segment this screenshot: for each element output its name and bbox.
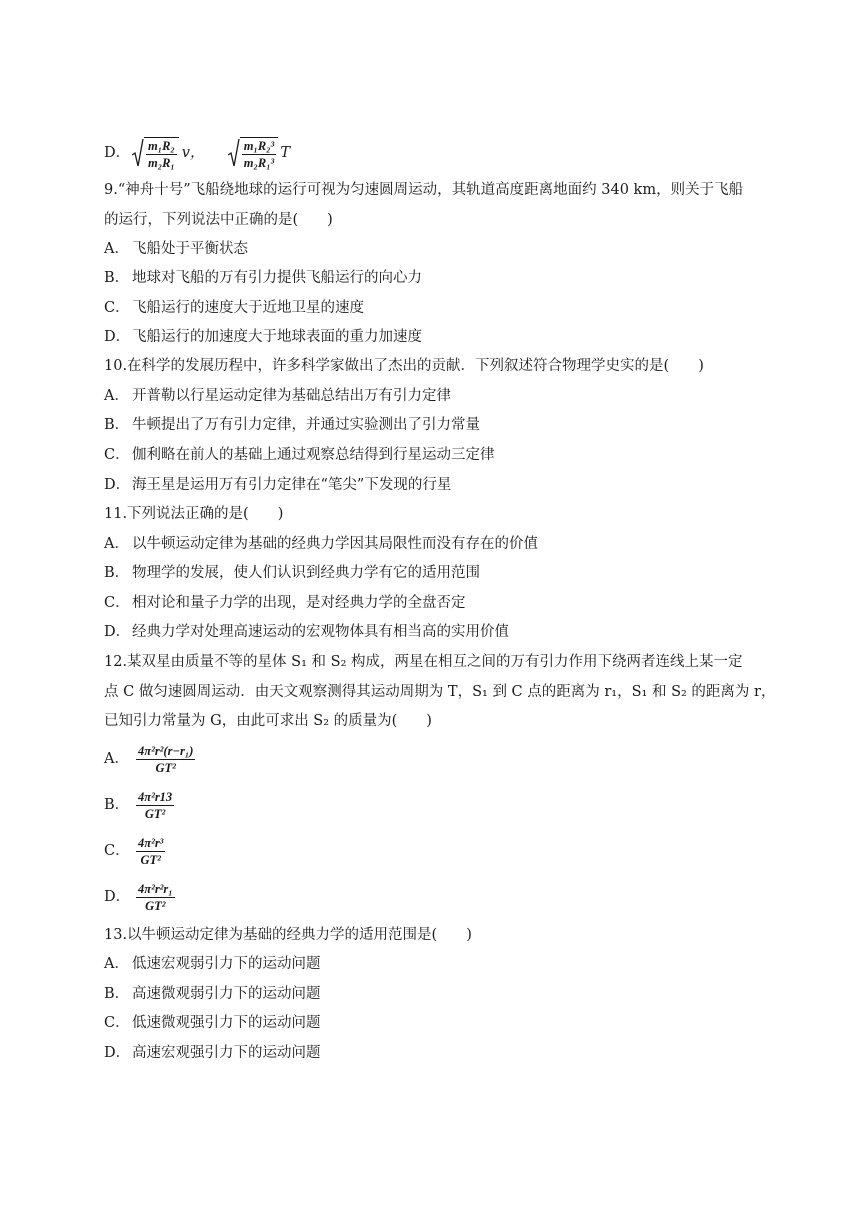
option-label: A． [104,388,129,404]
q11-option-b [104,563,764,583]
option-label: D． [104,889,131,905]
option-label: B． [104,565,130,581]
q10-option-c [104,445,764,465]
option-label: C． [104,300,130,316]
fraction-denominator: m₂R₁ [148,155,175,170]
fraction [136,836,165,867]
option-label: C． [104,1015,130,1031]
option-text: 高速宏观强引力下的运动问题 [132,1045,321,1061]
fraction [136,790,174,821]
option-label: D． [104,329,131,345]
option-text: 地球对飞船的万有引力提供飞船运行的向心力 [132,270,422,286]
option-text: 飞船运行的速度大于近地卫星的速度 [132,300,364,316]
q9-stem-line-1: 9.“神舟十号”飞船绕地球的运行可视为匀速圆周运动，其轨道高度距离地面约 340 km，则关于飞船 [104,182,744,198]
option-label: A． [104,241,129,257]
q13-option-b [104,984,764,1004]
q12-option-c [104,832,764,870]
option-label: A． [104,536,129,552]
fraction-denominator: GT² [140,852,161,867]
option-label: B． [104,797,130,813]
option-label: B． [104,986,130,1002]
option-text: 经典力学对处理高速运动的宏观物体具有相当高的实用价值 [132,624,509,640]
fraction-numerator: 4π²r³ [138,835,164,850]
q9-option-d [104,327,764,347]
radical-sign-icon [132,138,144,168]
fraction-numerator: 4π²r²(r−r₁) [138,743,194,758]
option-text: 牛顿提出了万有引力定律，并通过实验测出了引力常量 [132,417,480,433]
option-text: 低速微观强引力下的运动问题 [132,1015,321,1031]
q12-option-b [104,786,764,824]
fraction-denominator: m₂R₁³ [243,155,275,170]
option-label: D． [104,145,131,161]
q8-option-d [104,136,764,170]
option-label: B． [104,270,130,286]
fraction [136,744,195,775]
sqrt-expression-1 [132,137,179,170]
fraction-numerator: 4π²r13 [138,789,173,804]
option-label: A． [104,751,129,767]
fraction-numerator: m₁R₂ [148,138,175,153]
option-text: 低速宏观弱引力下的运动问题 [132,956,321,972]
option-label: A． [104,956,129,972]
option-text: 以牛顿运动定律为基础的经典力学因其局限性而没有存在的价值 [132,536,538,552]
q10-option-d [104,475,764,495]
q10-option-a [104,386,764,406]
q12-stem-line-3: 已知引力常量为 G，由此可求出 S₂ 的质量为( ) [104,713,432,729]
q11-option-a [104,534,764,554]
q12-option-d [104,878,764,916]
q11-option-d [104,622,764,642]
q13-option-d [104,1043,764,1063]
q12-stem-line-1: 12.某双星由质量不等的星体 S₁ 和 S₂ 构成，两星在相互之间的万有引力作用下绕两者连线上某一定 [104,654,743,670]
fraction [136,882,175,913]
expression-suffix: v， [181,145,205,161]
option-label: D． [104,1045,131,1061]
q9-option-c [104,298,764,318]
sqrt-expression-2 [228,137,279,170]
option-label: B． [104,417,130,433]
q11-option-c [104,593,764,613]
option-label: C． [104,595,130,611]
fraction-denominator: GT² [145,898,166,913]
q10-option-b [104,415,764,435]
q12-stem-line-2: 点 C 做匀速圆周运动．由天文观察测得其运动周期为 T，S₁ 到 C 点的距离为 r₁，S₁ 和 S₂ 的距离为 r， [104,684,776,700]
option-text: 物理学的发展，使人们认识到经典力学有它的适用范围 [132,565,480,581]
option-text: 相对论和量子力学的出现，是对经典力学的全盘否定 [132,595,466,611]
option-text: 飞船处于平衡状态 [132,241,248,257]
fraction-numerator: 4π²r²r₁ [138,881,173,896]
option-label: D． [104,477,131,493]
q13-option-c [104,1013,764,1033]
q13-option-a [104,954,764,974]
q9-stem-line-2: 的运行，下列说法中正确的是( ) [104,212,333,228]
q9-option-b [104,268,764,288]
expression-suffix: T [280,145,290,161]
q11-stem: 11.下列说法正确的是( ) [104,506,284,522]
option-text: 高速微观弱引力下的运动问题 [132,986,321,1002]
fraction-denominator: GT² [144,806,166,821]
q13-stem: 13.以牛顿运动定律为基础的经典力学的适用范围是( ) [104,927,472,943]
option-label: D． [104,624,131,640]
radical-sign-icon [228,138,240,168]
q9-option-a [104,239,764,259]
option-text: 海王星是运用万有引力定律在“笔尖”下发现的行星 [132,477,452,493]
option-text: 伽利略在前人的基础上通过观察总结得到行星运动三定律 [132,447,495,463]
option-label: C． [104,447,130,463]
option-text: 飞船运行的加速度大于地球表面的重力加速度 [132,329,422,345]
fraction-numerator: m₁R₂³ [243,138,275,153]
option-label: C． [104,843,130,859]
q12-option-a [104,740,764,778]
fraction-denominator: GT² [155,760,176,775]
q10-stem: 10.在科学的发展历程中，许多科学家做出了杰出的贡献．下列叙述符合物理学史实的是( ) [104,358,704,374]
option-text: 开普勒以行星运动定律为基础总结出万有引力定律 [132,388,451,404]
